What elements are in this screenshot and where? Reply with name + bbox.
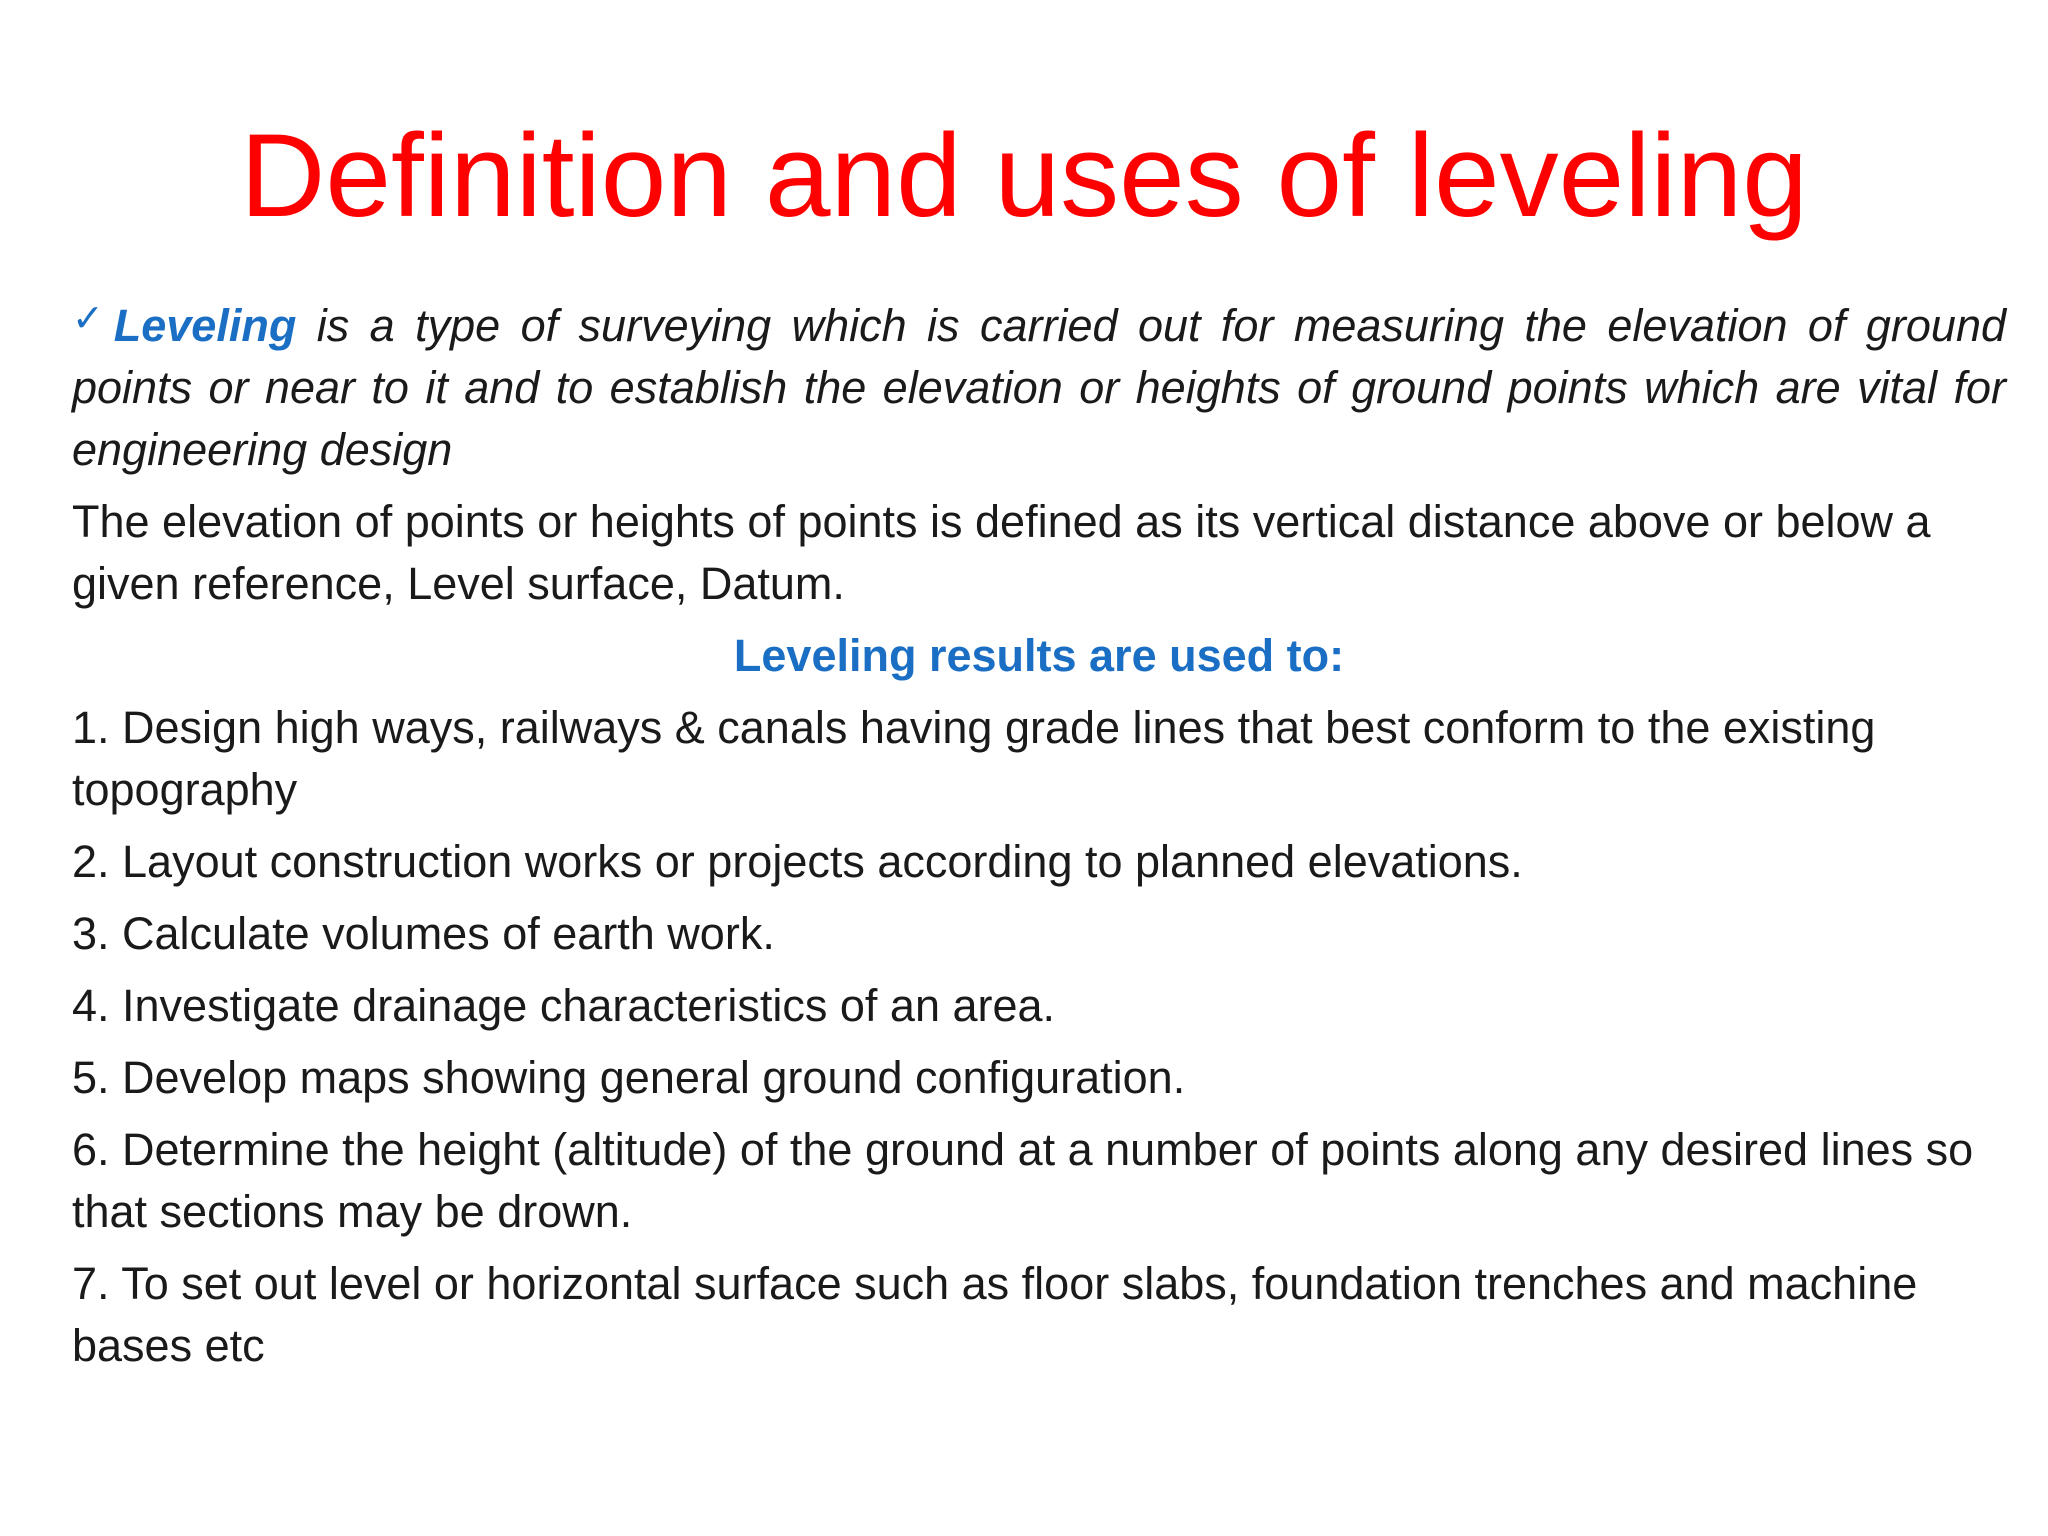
elevation-definition: The elevation of points or heights of points is defined as its vertical distance above or below a given reference, Level surface, Datum.: [72, 496, 1931, 609]
leveling-keyword: Leveling: [113, 300, 297, 351]
uses-list: [72, 697, 2006, 1377]
uses-list-item: 6. Determine the height (altitude) of the ground at a number of points along any desired lines so that sections may be drown.: [72, 1124, 1974, 1237]
uses-list-item: 1. Design high ways, railways & canals having grade lines that best conform to the existing topography: [72, 702, 1876, 815]
uses-list-item: 5. Develop maps showing general ground configuration.: [72, 1052, 1186, 1103]
checkmark-icon: ✓: [72, 298, 112, 340]
uses-list-item: 3. Calculate volumes of earth work.: [72, 908, 775, 959]
uses-list-item: 2. Layout construction works or projects according to planned elevations.: [72, 836, 1523, 887]
uses-heading: Leveling results are used to:: [733, 630, 1345, 681]
slide-title: Definition and uses of leveling: [240, 110, 1808, 242]
leveling-definition: [72, 288, 2006, 481]
slide-body: [72, 288, 2006, 1387]
uses-list-item: 4. Investigate drainage characteristics of an area.: [72, 980, 1056, 1031]
uses-list-item: 7. To set out level or horizontal surface such as floor slabs, foundation trenches and machine bases etc: [72, 1258, 1918, 1371]
leveling-definition-text: is a type of surveying which is carried out for measuring the elevation of ground points or near to it and to establish the elevation or heights of ground points which are vital for engineering design: [72, 300, 2006, 475]
